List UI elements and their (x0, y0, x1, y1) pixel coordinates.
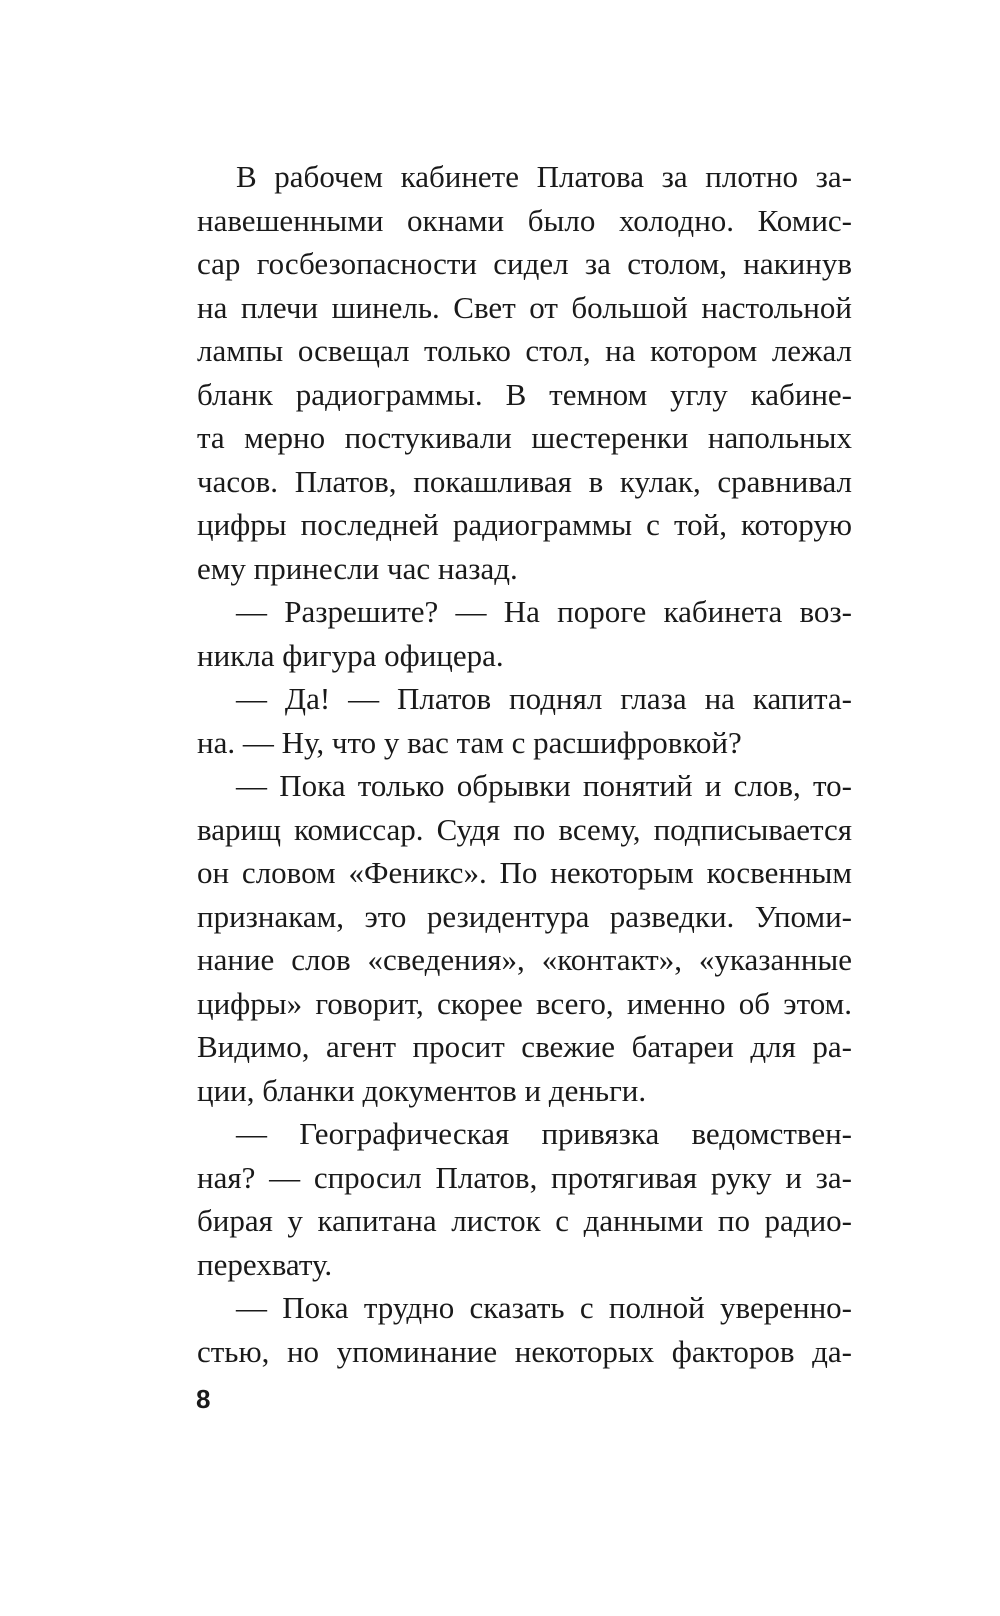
text-line: перехвату. (197, 1246, 333, 1282)
text-line: часов. Платов, покашливая в кулак, сравнивал (197, 463, 852, 499)
text-line: — Пока трудно сказать с полной уверенно- (236, 1290, 852, 1325)
text-line: — Пока только обрывки понятий и слов, то- (236, 768, 852, 803)
text-line: та мерно постукивали шестеренки напольных (197, 420, 852, 455)
text-line: — Да! — Платов поднял глаза на капита- (236, 681, 852, 716)
text-line: — Географическая привязка ведомствен- (236, 1116, 852, 1151)
text-line: стью, но упоминание некоторых факторов да- (197, 1333, 852, 1369)
text-line: сар госбезопасности сидел за столом, накинув (197, 246, 852, 281)
text-line: никла фигура офицера. (197, 637, 504, 673)
text-line: лампы освещал только стол, на котором лежал (197, 333, 852, 368)
text-line: В рабочем кабинете Платова за плотно за- (236, 159, 852, 194)
text-line: нание слов «сведения», «контакт», «указанные (197, 942, 852, 977)
text-line: бланк радиограммы. В темном углу кабине- (197, 376, 852, 412)
text-line: Видимо, агент просит свежие батареи для ра- (197, 1029, 852, 1064)
text-line: ции, бланки документов и деньги. (197, 1072, 647, 1108)
text-line: бирая у капитана листок с данными по радио- (197, 1203, 852, 1238)
text-line: цифры» говорит, скорее всего, именно об этом. (197, 985, 852, 1021)
page-number: 8 (196, 1384, 211, 1414)
text-line: ная? — спросил Платов, протягивая руку и за- (197, 1159, 852, 1195)
text-line: признакам, это резидентура разведки. Упоми- (197, 898, 852, 934)
page-text (197, 155, 852, 1373)
text-line: цифры последней радиограммы с той, которую (197, 507, 852, 542)
text-line: он словом «Феникс». По некоторым косвенным (197, 855, 852, 890)
text-line: — Разрешите? — На пороге кабинета воз- (236, 594, 852, 629)
text-line: на плечи шинель. Свет от большой настольной (197, 289, 852, 325)
text-line: навешенными окнами было холодно. Комис- (197, 202, 852, 238)
text-line: варищ комиссар. Судя по всему, подписывается (197, 811, 852, 847)
text-line: ему принесли час назад. (197, 550, 518, 586)
text-line: на. — Ну, что у вас там с расшифровкой? (197, 724, 742, 760)
